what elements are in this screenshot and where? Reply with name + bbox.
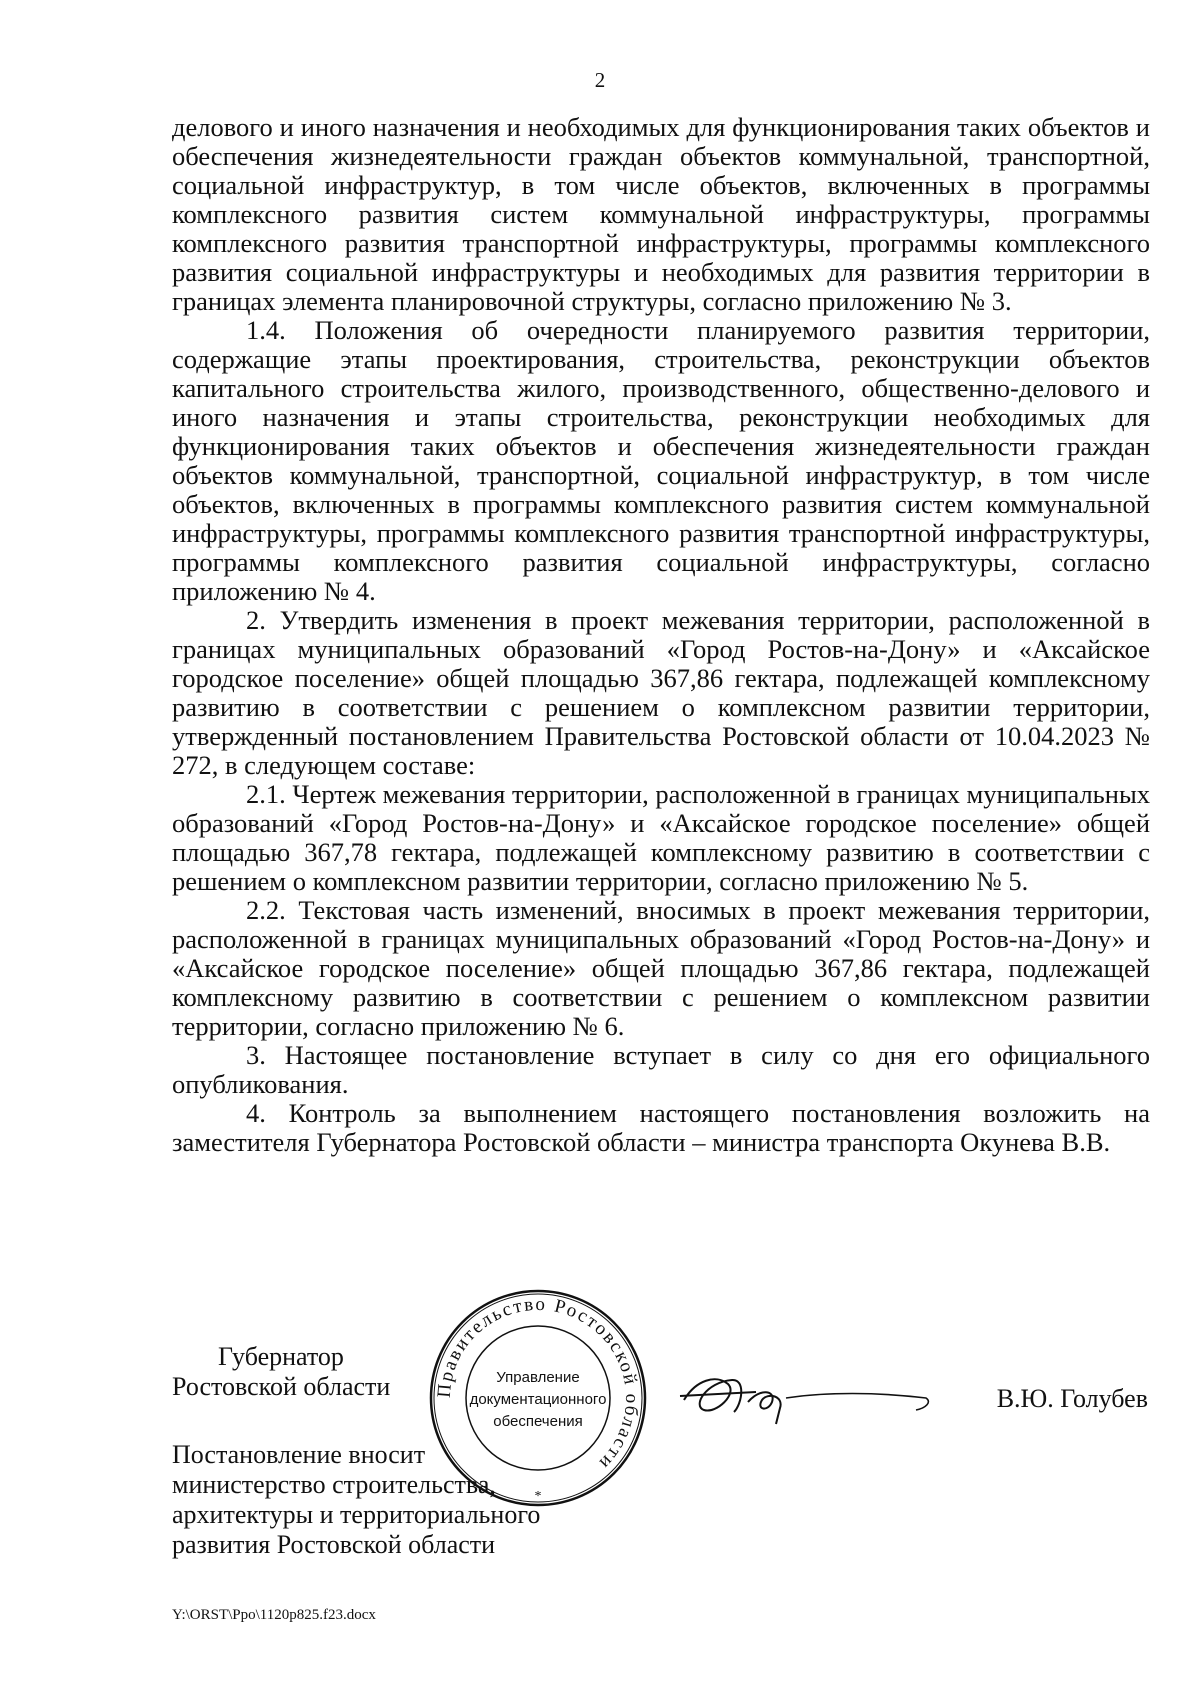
signatory-title-line2: Ростовской области [172, 1372, 391, 1401]
submitted-by-line3: архитектуры и территориального [172, 1500, 541, 1529]
submitted-by-line1: Постановление вносит [172, 1440, 426, 1469]
document-body [172, 113, 1150, 1157]
paragraph-continuation: делового и иного назначения и необходимых для функционирования таких объектов и обеспечения жизнедеятельности граждан объектов коммунальной, транспортной, социальной инфраструктур, в том числе объектов, включенных в программы комплексного развития систем коммунальной инфраструктуры, программы комплексного развития транспортной инфраструктуры, программы комплексного развития социальной инфраструктуры и необходимых для развития территории в границах элемента планировочной структуры, согласно приложению № 3. [172, 112, 1150, 316]
signatory-name: В.Ю. Голубев [996, 1384, 1148, 1413]
signatory-title [172, 1342, 390, 1402]
svg-text:документационного: документационного [469, 1391, 607, 1408]
file-path-footer: Y:\ORST\Ppo\1120p825.f23.docx [172, 1607, 376, 1623]
submitted-by-line4: развития Ростовской области [172, 1530, 496, 1559]
page-number: 2 [594, 68, 606, 92]
handwritten-signature [676, 1362, 936, 1432]
signatory-title-line1: Губернатор [218, 1342, 344, 1371]
paragraph-2: 2. Утвердить изменения в проект межевания территории, расположенной в границах муниципальных образований «Город Ростов-на-Дону» и «Аксайское городское поселение» общей площадью 367,86 гектара, подлежащей комплексному развитию в соответствии с решением о комплексном развитии территории, утвержденный постановлением Правительства Ростовской области от 10.04.2023 № 272, в следующем составе: [172, 605, 1150, 780]
svg-text:Управление: Управление [496, 1369, 580, 1386]
submitted-by-line2: министерство строительства, [172, 1470, 496, 1499]
paragraph-1-4: 1.4. Положения об очередности планируемого развития территории, содержащие этапы проектирования, строительства, реконструкции объектов капитального строительства жилого, производственного, общественно-делового и иного назначения и этапы строительства, реконструкции необходимых для функционирования таких объектов и обеспечения жизнедеятельности граждан объектов коммунальной, транспортной, социальной инфраструктур, в том числе объектов, включенных в программы комплексного развития систем коммунальной инфраструктуры, программы комплексного развития транспортной инфраструктуры, программы комплексного развития социальной инфраструктуры, согласно приложению № 4. [172, 315, 1150, 606]
paragraph-4: 4. Контроль за выполнением настоящего постановления возложить на заместителя Губернатора Ростовской области – министра транспорта Окунева В.В. [172, 1098, 1150, 1157]
svg-text:обеспечения: обеспечения [493, 1413, 583, 1430]
svg-text:Правительство Ростовской облас: Правительство Ростовской области [433, 1293, 643, 1475]
paragraph-2-1: 2.1. Чертеж межевания территории, расположенной в границах муниципальных образований «Город Ростов-на-Дону» и «Аксайское городское поселение» общей площадью 367,78 гектара, подлежащей комплексному развитию в соответствии с решением о комплексном развитии территории, согласно приложению № 5. [172, 779, 1150, 896]
svg-text:*: * [534, 1489, 542, 1504]
paragraph-3: 3. Настоящее постановление вступает в силу со дня его официального опубликования. [172, 1040, 1150, 1099]
paragraph-2-2: 2.2. Текстовая часть изменений, вносимых в проект межевания территории, расположенной в границах муниципальных образований «Город Ростов-на-Дону» и «Аксайское городское поселение» общей площадью 367,86 гектара, подлежащей комплексному развитию в соответствии с решением о комплексном развитии территории, согласно приложению № 6. [172, 895, 1150, 1041]
submitted-by-note [172, 1440, 540, 1560]
